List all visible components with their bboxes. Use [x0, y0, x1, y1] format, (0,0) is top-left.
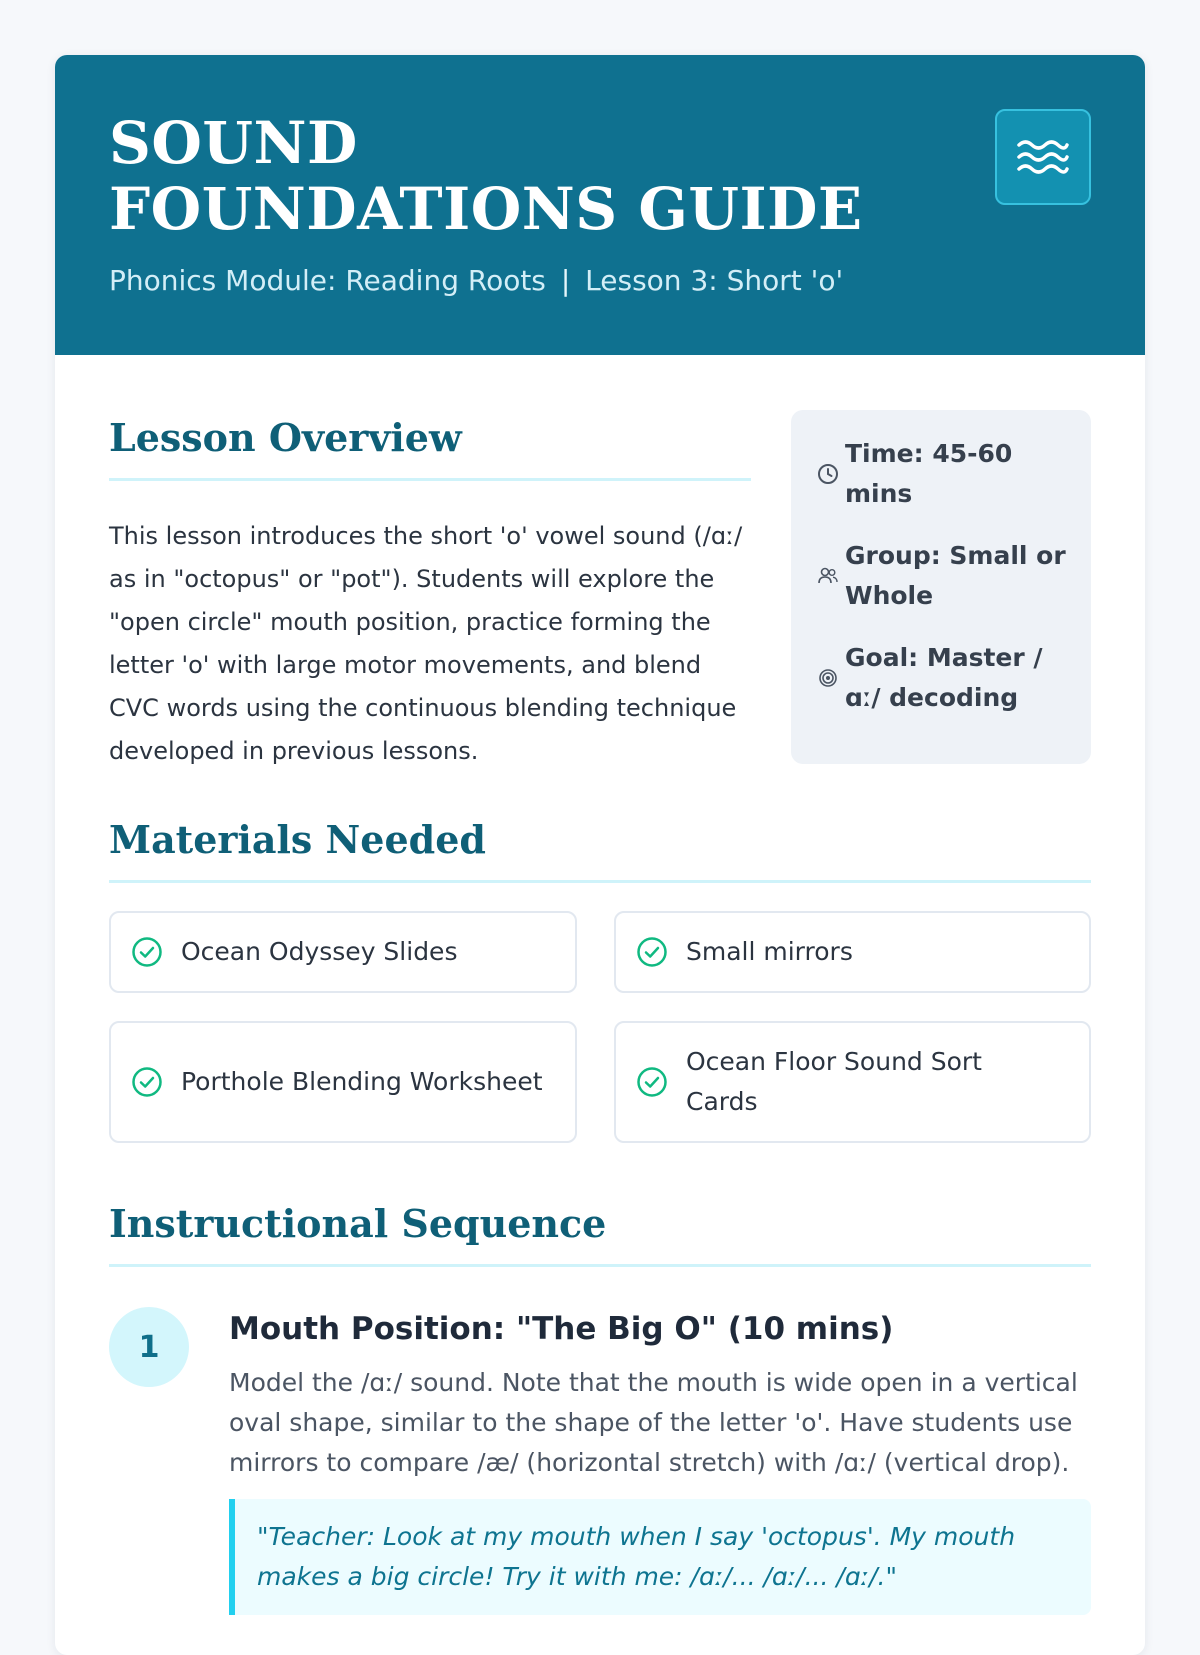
material-item: [614, 911, 1091, 993]
material-label: Porthole Blending Worksheet: [181, 1067, 543, 1096]
check-circle-icon: [636, 936, 668, 968]
overview-text: This lesson introduces the short 'o' vowel sound (/ɑː/ as in "octopus" or "pot"). Students will explore the "open circle" mouth position, practice forming the letter 'o' with large motor movements, and blend CVC words using the continuous blending technique developed in previous lessons.: [109, 522, 743, 765]
material-item: [614, 1021, 1091, 1143]
materials-heading: Materials Needed: [109, 817, 1091, 883]
waves-menu-button[interactable]: [995, 109, 1091, 205]
step-number-badge: 1: [109, 1307, 189, 1387]
meta-time: [817, 434, 1067, 514]
meta-group-text: Group: Small or Whole: [845, 541, 1066, 610]
materials-grid: [109, 911, 1091, 1141]
overview-heading: Lesson Overview: [109, 415, 751, 481]
meta-goal-text: Goal: Master /ɑː/ decoding: [845, 643, 1043, 712]
module-label: Phonics Module: Reading Roots: [109, 264, 546, 297]
check-circle-icon: [636, 1066, 668, 1098]
teacher-script-quote: "Teacher: Look at my mouth when I say 'octopus'. My mouth makes a big circle! Try it with me: /ɑː/... /ɑː/... /ɑː/.": [229, 1499, 1091, 1615]
page-title: SOUND FOUNDATIONS GUIDE: [109, 109, 863, 243]
page-subtitle: [109, 264, 1091, 297]
step-description: Model the /ɑː/ sound. Note that the mouth is wide open in a vertical oval shape, similar to the shape of the letter 'o'. Have students use mirrors to compare /æ/ (horizontal stretch) with /ɑː/ (vertical drop).: [229, 1368, 1078, 1477]
users-icon: [817, 565, 845, 587]
material-label: Small mirrors: [686, 937, 853, 966]
sequence-step: [109, 1307, 1091, 1615]
lesson-meta-panel: [791, 410, 1091, 764]
meta-time-text: Time: 45-60 mins: [845, 439, 1013, 508]
material-item: [109, 1021, 577, 1143]
check-circle-icon: [131, 1066, 163, 1098]
material-item: [109, 911, 577, 993]
meta-group: [817, 536, 1067, 616]
target-icon: [817, 667, 845, 689]
subtitle-separator: |: [560, 264, 571, 297]
material-label: Ocean Floor Sound Sort Cards: [686, 1047, 982, 1116]
lesson-card: [55, 55, 1145, 1655]
instructional-sequence-section: [109, 1201, 1091, 1615]
step-body: [229, 1307, 1091, 1615]
sequence-heading: Instructional Sequence: [109, 1201, 1091, 1267]
meta-goal: [817, 638, 1067, 718]
material-label: Ocean Odyssey Slides: [181, 937, 458, 966]
lesson-label: Lesson 3: Short 'o': [585, 264, 844, 297]
clock-icon: [817, 463, 845, 485]
step-title: Mouth Position: "The Big O" (10 mins): [229, 1311, 894, 1347]
check-circle-icon: [131, 936, 163, 968]
waves-icon: [1017, 137, 1069, 177]
lesson-header: [55, 55, 1145, 355]
materials-section: [109, 817, 1091, 1141]
lesson-overview-section: [109, 415, 751, 773]
